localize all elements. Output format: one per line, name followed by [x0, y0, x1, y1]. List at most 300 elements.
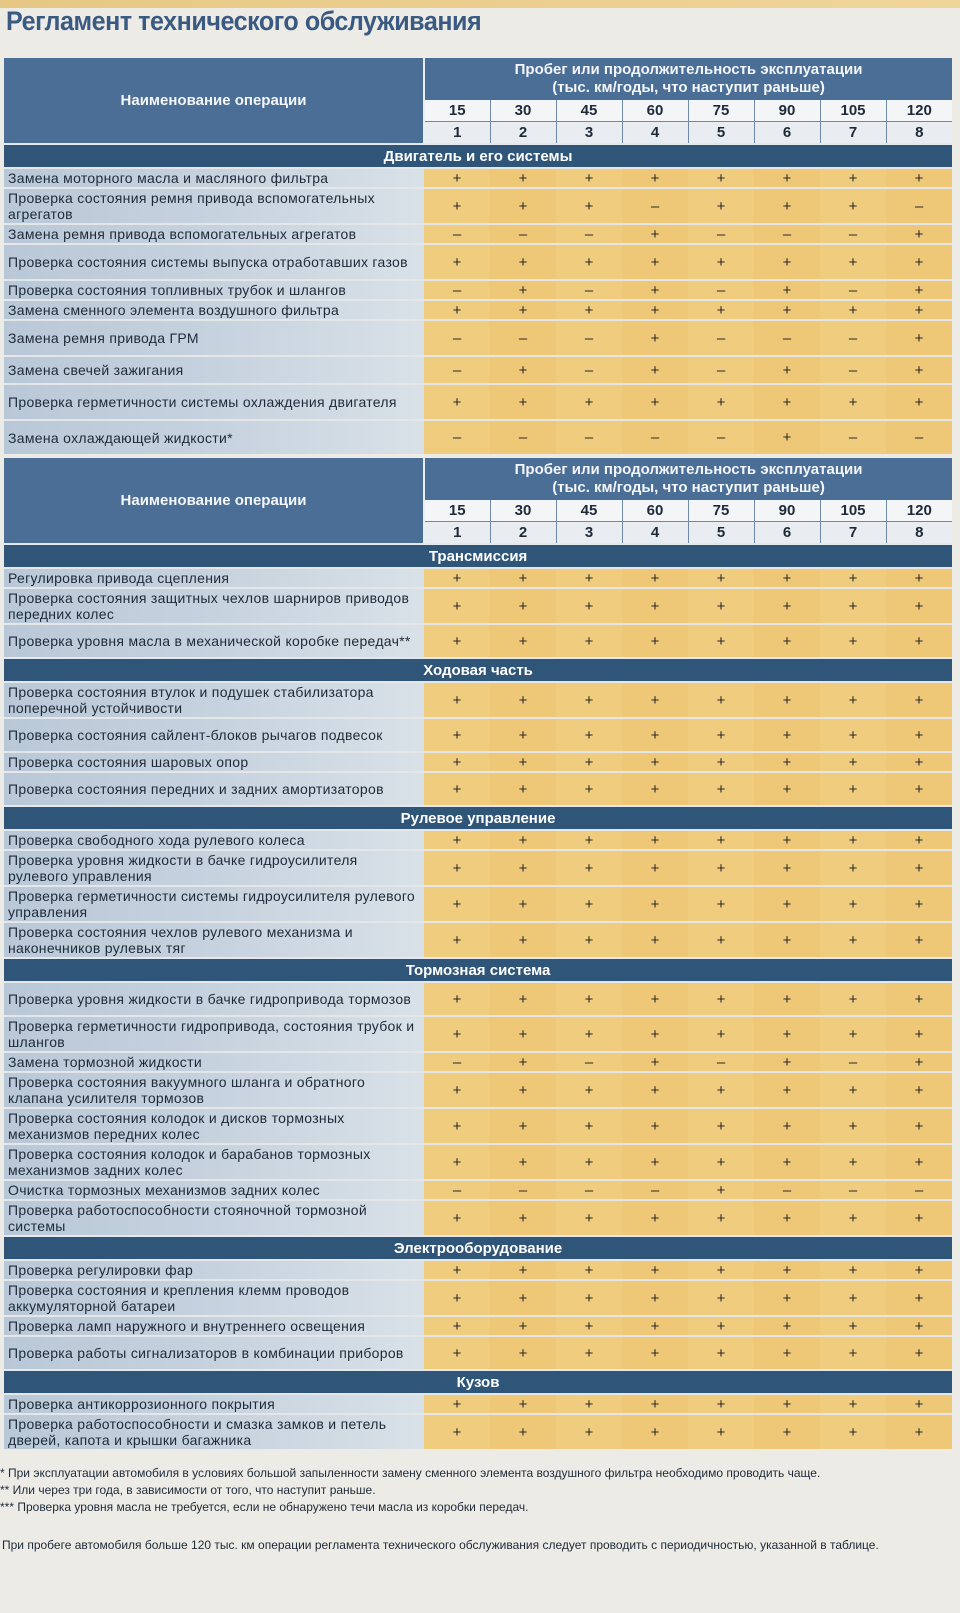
interval-mark: + [622, 1280, 688, 1316]
interval-mark: + [820, 624, 886, 658]
interval-mark: + [820, 982, 886, 1016]
interval-mark: – [820, 280, 886, 300]
interval-mark: + [622, 168, 688, 188]
interval-mark: + [754, 356, 820, 384]
maintenance-table-1-wrap [4, 58, 952, 454]
table-row [4, 1016, 952, 1052]
year-header-cell: 7 [820, 122, 886, 145]
interval-mark: – [820, 224, 886, 244]
interval-mark: + [622, 752, 688, 772]
interval-mark: + [622, 356, 688, 384]
interval-mark: + [490, 568, 556, 588]
interval-mark: + [556, 568, 622, 588]
interval-mark: + [754, 568, 820, 588]
interval-mark: + [556, 850, 622, 886]
interval-mark: + [688, 830, 754, 850]
operation-name: Замена охлаждающей жидкости* [4, 420, 424, 454]
interval-mark: + [424, 830, 490, 850]
interval-mark: + [490, 1280, 556, 1316]
interval-mark: + [886, 568, 952, 588]
interval-mark: + [886, 384, 952, 420]
interval-mark: + [556, 830, 622, 850]
interval-mark: + [754, 1108, 820, 1144]
section-title: Электрооборудование [4, 1236, 952, 1260]
interval-mark: – [886, 1180, 952, 1200]
interval-mark: + [754, 384, 820, 420]
interval-mark: + [688, 886, 754, 922]
interval-mark: + [556, 886, 622, 922]
interval-mark: + [556, 588, 622, 624]
interval-mark: + [622, 1016, 688, 1052]
interval-mark: + [424, 1072, 490, 1108]
interval-mark: – [424, 320, 490, 356]
interval-mark: + [556, 1200, 622, 1236]
interval-mark: + [754, 1260, 820, 1280]
interval-mark: + [490, 624, 556, 658]
interval-mark: + [754, 718, 820, 752]
interval-mark: + [886, 300, 952, 320]
interval-mark: + [490, 718, 556, 752]
interval-mark: + [820, 1336, 886, 1370]
interval-mark: + [886, 1200, 952, 1236]
km-header-cell: 90 [754, 100, 820, 122]
interval-mark: + [754, 682, 820, 718]
table-row [4, 320, 952, 356]
interval-mark: + [820, 1414, 886, 1449]
interval-mark: + [688, 384, 754, 420]
interval-mark: + [820, 772, 886, 806]
interval-mark: + [886, 1072, 952, 1108]
interval-mark: + [688, 1280, 754, 1316]
interval-mark: + [688, 568, 754, 588]
section-row [4, 658, 952, 682]
interval-mark: + [820, 1144, 886, 1180]
km-header-cell: 30 [490, 500, 556, 522]
operation-name: Проверка работоспособности и смазка замков и петель дверей, капота и крышки багажника [4, 1414, 424, 1449]
interval-mark: + [754, 1280, 820, 1316]
section-row [4, 144, 952, 168]
interval-mark: + [556, 384, 622, 420]
operation-name: Проверка состояния вакуумного шланга и обратного клапана усилителя тормозов [4, 1072, 424, 1108]
period-header-line-2: (тыс. км/годы, что наступит раньше) [552, 79, 825, 96]
table-row [4, 1316, 952, 1336]
interval-mark: + [556, 168, 622, 188]
interval-mark: + [622, 1394, 688, 1414]
interval-mark: + [688, 188, 754, 224]
interval-mark: + [490, 1052, 556, 1072]
table-row [4, 830, 952, 850]
interval-mark: + [556, 1394, 622, 1414]
interval-mark: + [754, 168, 820, 188]
interval-mark: + [886, 1144, 952, 1180]
interval-mark: + [886, 280, 952, 300]
km-header-cell: 60 [622, 500, 688, 522]
interval-mark: + [754, 1016, 820, 1052]
year-header-cell: 5 [688, 522, 754, 545]
operation-name-header: Наименование операции [4, 58, 424, 144]
interval-mark: + [556, 1414, 622, 1449]
interval-mark: + [490, 682, 556, 718]
section-row [4, 1370, 952, 1394]
interval-mark: + [424, 772, 490, 806]
interval-mark: + [886, 1280, 952, 1316]
operation-name: Проверка состояния топливных трубок и шлангов [4, 280, 424, 300]
interval-mark: – [424, 224, 490, 244]
footnote-1: * При эксплуатации автомобиля в условиях большой запыленности замену сменного элемента воздушного фильтра необходимо проводить чаще. [0, 1466, 821, 1480]
interval-mark: + [622, 1144, 688, 1180]
interval-mark: + [622, 320, 688, 356]
interval-mark: + [490, 886, 556, 922]
interval-mark: + [886, 850, 952, 886]
interval-mark: + [424, 568, 490, 588]
year-header-cell: 3 [556, 522, 622, 545]
interval-mark: + [820, 244, 886, 280]
interval-mark: + [622, 588, 688, 624]
interval-mark: + [688, 922, 754, 958]
interval-mark: + [490, 1072, 556, 1108]
interval-mark: + [886, 224, 952, 244]
interval-mark: + [622, 224, 688, 244]
table-row [4, 384, 952, 420]
interval-mark: – [556, 280, 622, 300]
interval-mark: + [754, 624, 820, 658]
section-title: Тормозная система [4, 958, 952, 982]
interval-mark: + [556, 1260, 622, 1280]
table-row [4, 982, 952, 1016]
interval-mark: + [820, 752, 886, 772]
interval-mark: + [490, 588, 556, 624]
section-title: Трансмиссия [4, 544, 952, 568]
table-row [4, 1180, 952, 1200]
interval-mark: + [424, 850, 490, 886]
interval-mark: + [820, 1200, 886, 1236]
interval-mark: + [688, 1260, 754, 1280]
table-row [4, 1144, 952, 1180]
interval-mark: + [622, 1052, 688, 1072]
table-row [4, 922, 952, 958]
km-header-cell: 120 [886, 500, 952, 522]
interval-mark: + [424, 384, 490, 420]
interval-mark: – [556, 356, 622, 384]
interval-mark: + [622, 830, 688, 850]
interval-mark: + [424, 1316, 490, 1336]
km-header-cell: 90 [754, 500, 820, 522]
interval-mark: – [754, 224, 820, 244]
km-header-cell: 120 [886, 100, 952, 122]
interval-mark: + [688, 718, 754, 752]
maintenance-table-1 [4, 58, 952, 454]
operation-name: Проверка герметичности системы охлаждения двигателя [4, 384, 424, 420]
interval-mark: + [556, 772, 622, 806]
interval-mark: + [424, 244, 490, 280]
interval-mark: – [424, 1052, 490, 1072]
interval-mark: + [622, 1108, 688, 1144]
interval-mark: + [886, 1316, 952, 1336]
year-header-cell: 6 [754, 122, 820, 145]
table-row [4, 280, 952, 300]
interval-mark: + [688, 1072, 754, 1108]
interval-mark: + [622, 1260, 688, 1280]
interval-mark: + [424, 752, 490, 772]
section-title: Рулевое управление [4, 806, 952, 830]
interval-mark: – [688, 320, 754, 356]
interval-mark: + [820, 188, 886, 224]
operation-name: Проверка состояния и крепления клемм проводов аккумуляторной батареи [4, 1280, 424, 1316]
km-header-cell: 15 [424, 100, 490, 122]
interval-mark: + [820, 1260, 886, 1280]
operation-name: Проверка уровня жидкости в бачке гидроусилителя рулевого управления [4, 850, 424, 886]
interval-mark: + [886, 244, 952, 280]
interval-mark: + [622, 384, 688, 420]
interval-mark: + [556, 922, 622, 958]
interval-mark: + [622, 1072, 688, 1108]
interval-mark: + [820, 1108, 886, 1144]
operation-name: Замена ремня привода ГРМ [4, 320, 424, 356]
operation-name: Проверка уровня масла в механической коробке передач** [4, 624, 424, 658]
interval-mark: – [820, 356, 886, 384]
interval-mark: + [754, 280, 820, 300]
interval-mark: + [688, 1394, 754, 1414]
interval-mark: + [490, 1260, 556, 1280]
maintenance-table-2-wrap [4, 458, 952, 1449]
section-row [4, 1236, 952, 1260]
operation-name: Проверка состояния передних и задних амортизаторов [4, 772, 424, 806]
interval-mark: + [754, 300, 820, 320]
interval-mark: + [622, 886, 688, 922]
table-row [4, 1280, 952, 1316]
period-header-line-2: (тыс. км/годы, что наступит раньше) [552, 479, 825, 496]
interval-mark: – [688, 224, 754, 244]
operation-name: Проверка уровня жидкости в бачке гидропривода тормозов [4, 982, 424, 1016]
interval-mark: + [886, 168, 952, 188]
interval-mark: + [820, 588, 886, 624]
interval-mark: + [688, 1016, 754, 1052]
operation-name: Замена тормозной жидкости [4, 1052, 424, 1072]
interval-mark: – [820, 1180, 886, 1200]
interval-mark: + [886, 830, 952, 850]
page-title: Регламент технического обслуживания [6, 6, 482, 36]
km-header-cell: 105 [820, 100, 886, 122]
interval-mark: + [688, 1200, 754, 1236]
interval-mark: + [688, 1414, 754, 1449]
year-header-cell: 8 [886, 522, 952, 545]
interval-mark: + [688, 1144, 754, 1180]
interval-mark: + [490, 300, 556, 320]
operation-name: Замена сменного элемента воздушного фильтра [4, 300, 424, 320]
table-row [4, 1336, 952, 1370]
interval-mark: – [424, 1180, 490, 1200]
maintenance-table-2 [4, 458, 952, 1449]
interval-mark: + [490, 1316, 556, 1336]
interval-mark: + [556, 682, 622, 718]
interval-mark: + [556, 300, 622, 320]
interval-mark: – [556, 224, 622, 244]
interval-mark: + [490, 830, 556, 850]
operation-name: Замена свечей зажигания [4, 356, 424, 384]
interval-mark: + [424, 1108, 490, 1144]
interval-mark: + [556, 188, 622, 224]
interval-mark: + [886, 752, 952, 772]
interval-mark: + [424, 588, 490, 624]
interval-mark: + [556, 1280, 622, 1316]
interval-mark: + [424, 718, 490, 752]
interval-mark: – [754, 320, 820, 356]
year-header-cell: 5 [688, 122, 754, 145]
interval-mark: + [622, 300, 688, 320]
table-row [4, 568, 952, 588]
interval-mark: + [424, 188, 490, 224]
operation-name: Проверка состояния системы выпуска отработавших газов [4, 244, 424, 280]
footnotes [0, 1465, 956, 1516]
interval-mark: – [556, 320, 622, 356]
section-title: Ходовая часть [4, 658, 952, 682]
km-header-cell: 60 [622, 100, 688, 122]
interval-mark: + [622, 850, 688, 886]
interval-mark: + [490, 356, 556, 384]
interval-mark: + [490, 1144, 556, 1180]
interval-mark: + [754, 1072, 820, 1108]
interval-mark: + [754, 886, 820, 922]
interval-mark: – [754, 1180, 820, 1200]
interval-mark: + [424, 1144, 490, 1180]
interval-mark: + [424, 1016, 490, 1052]
interval-mark: + [424, 1260, 490, 1280]
interval-mark: + [820, 168, 886, 188]
interval-mark: – [424, 356, 490, 384]
interval-mark: + [754, 1200, 820, 1236]
interval-mark: – [556, 1052, 622, 1072]
interval-mark: + [490, 168, 556, 188]
interval-mark: + [886, 588, 952, 624]
interval-mark: + [424, 1394, 490, 1414]
interval-mark: + [688, 624, 754, 658]
interval-mark: + [688, 244, 754, 280]
interval-mark: + [622, 772, 688, 806]
table-row [4, 1414, 952, 1449]
interval-mark: + [886, 1394, 952, 1414]
period-header [424, 58, 952, 100]
year-header-cell: 3 [556, 122, 622, 145]
table-row [4, 1200, 952, 1236]
interval-mark: – [556, 1180, 622, 1200]
section-row [4, 544, 952, 568]
interval-mark: + [820, 568, 886, 588]
operation-name: Очистка тормозных механизмов задних колес [4, 1180, 424, 1200]
interval-mark: + [622, 718, 688, 752]
section-row [4, 806, 952, 830]
interval-mark: + [556, 718, 622, 752]
interval-mark: + [754, 772, 820, 806]
km-header-cell: 15 [424, 500, 490, 522]
interval-mark: + [490, 1108, 556, 1144]
interval-mark: + [886, 356, 952, 384]
interval-mark: + [556, 752, 622, 772]
interval-mark: + [424, 886, 490, 922]
interval-mark: – [820, 320, 886, 356]
interval-mark: + [688, 1336, 754, 1370]
interval-mark: + [820, 1072, 886, 1108]
interval-mark: + [754, 922, 820, 958]
interval-mark: + [754, 982, 820, 1016]
table-row [4, 718, 952, 752]
interval-mark: + [820, 1280, 886, 1316]
interval-mark: + [490, 850, 556, 886]
operation-name: Проверка герметичности гидропривода, состояния трубок и шлангов [4, 1016, 424, 1052]
interval-mark: + [820, 682, 886, 718]
year-header-cell: 7 [820, 522, 886, 545]
interval-mark: – [490, 1180, 556, 1200]
km-header-cell: 75 [688, 100, 754, 122]
table-row [4, 300, 952, 320]
year-header-cell: 4 [622, 122, 688, 145]
operation-name: Проверка ламп наружного и внутреннего освещения [4, 1316, 424, 1336]
year-header-cell: 4 [622, 522, 688, 545]
operation-name: Проверка состояния защитных чехлов шарниров приводов передних колес [4, 588, 424, 624]
interval-mark: + [424, 1280, 490, 1316]
interval-mark: + [622, 982, 688, 1016]
year-header-cell: 1 [424, 522, 490, 545]
section-row [4, 958, 952, 982]
interval-mark: + [754, 588, 820, 624]
operation-name: Проверка состояния шаровых опор [4, 752, 424, 772]
interval-mark: + [886, 886, 952, 922]
table-row [4, 682, 952, 718]
interval-mark: + [688, 588, 754, 624]
interval-mark: + [490, 188, 556, 224]
interval-mark: – [556, 420, 622, 454]
interval-mark: – [622, 188, 688, 224]
interval-mark: + [820, 384, 886, 420]
table-row [4, 588, 952, 624]
km-header-cell: 105 [820, 500, 886, 522]
interval-mark: + [556, 1144, 622, 1180]
interval-mark: + [754, 420, 820, 454]
interval-mark: + [688, 982, 754, 1016]
interval-mark: + [490, 1336, 556, 1370]
operation-name: Проверка состояния сайлент-блоков рычагов подвесок [4, 718, 424, 752]
interval-mark: – [424, 420, 490, 454]
section-title: Кузов [4, 1370, 952, 1394]
period-header-line-1: Пробег или продолжительность эксплуатации [514, 461, 863, 478]
interval-mark: – [622, 1180, 688, 1200]
operation-name: Проверка регулировки фар [4, 1260, 424, 1280]
interval-mark: + [490, 772, 556, 806]
table-row [4, 1108, 952, 1144]
interval-mark: + [820, 300, 886, 320]
interval-mark: + [886, 1336, 952, 1370]
interval-mark: + [622, 682, 688, 718]
interval-mark: – [820, 420, 886, 454]
year-header-cell: 1 [424, 122, 490, 145]
interval-mark: + [886, 922, 952, 958]
operation-name: Проверка состояния колодок и барабанов тормозных механизмов задних колес [4, 1144, 424, 1180]
interval-mark: + [754, 244, 820, 280]
interval-mark: + [886, 624, 952, 658]
interval-mark: + [490, 244, 556, 280]
interval-mark: + [688, 772, 754, 806]
interval-mark: + [490, 752, 556, 772]
interval-mark: + [490, 922, 556, 958]
operation-name: Проверка состояния колодок и дисков тормозных механизмов передних колес [4, 1108, 424, 1144]
interval-mark: + [424, 1336, 490, 1370]
interval-mark: + [886, 320, 952, 356]
interval-mark: + [622, 624, 688, 658]
km-header-cell: 45 [556, 500, 622, 522]
operation-name: Проверка состояния ремня привода вспомогательных агрегатов [4, 188, 424, 224]
interval-mark: + [490, 1414, 556, 1449]
interval-mark: + [754, 1052, 820, 1072]
operation-name: Замена моторного масла и масляного фильтра [4, 168, 424, 188]
